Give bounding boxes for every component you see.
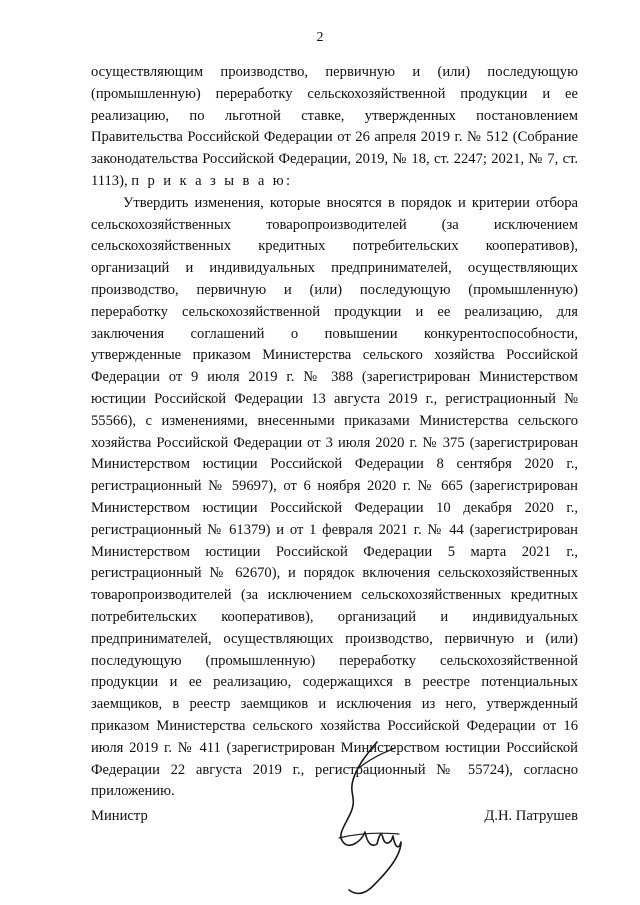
document-body bbox=[91, 62, 578, 803]
main-paragraph: Утвердить изменения, которые вносятся в порядок и критерии отбора сельскохозяйственных товаропроизводителей (за исключением сельскохозяйственных кредитных потребительских кооперативов), организаций и индивидуальных предпринимателей, осуществляющих производство, первичную и (или) последующую (промышленную) переработку сельскохозяйственной продукции и ее реализацию, для заключения соглашений о повышении конкурентоспособности, утвержденные приказом Министерства сельского хозяйства Российской Федерации от 9 июля 2019 г. № 388 (зарегистрирован Министерством юстиции Российской Федерации 13 августа 2019 г., регистрационный № 55566), с изменениями, внесенными приказами Министерства сельского хозяйства Российской Федерации от 3 июля 2020 г. № 375 (зарегистрирован Министерством юстиции Российской Федерации 8 сентября 2020 г., регистрационный № 59697), от 6 ноября 2020 г. № 665 (зарегистрирован Министерством юстиции Российской Федерации 10 декабря 2020 г., регистрационный № 61379) и от 1 февраля 2021 г. № 44 (зарегистрирован Министерством юстиции Российской Федерации 5 марта 2021 г., регистрационный № 62670), и порядок включения сельскохозяйственных товаропроизводителей (за исключением сельскохозяйственных кредитных потребительских кооперативов), организаций и индивидуальных предпринимателей, осуществляющих производство, первичную и (или) последующую (промышленную) переработку сельскохозяйственной продукции и ее реализацию, содержащихся в реестре потенциальных заемщиков, в реестр заемщиков и исключения из него, утвержденный приказом Министерства сельского хозяйства Российской Федерации от 16 июля 2019 г. № 411 (зарегистрирован Министерством юстиции Российской Федерации 22 августа 2019 г., регистрационный № 55724), согласно приложению. bbox=[91, 194, 578, 800]
signatory-name: Д.Н. Патрушев bbox=[484, 808, 578, 824]
signatory-title: Министр bbox=[91, 808, 148, 824]
page-number: 2 bbox=[316, 30, 324, 45]
continuation-paragraph bbox=[91, 62, 578, 193]
handwritten-signature bbox=[315, 738, 415, 898]
order-word: п р и к а з ы в а ю: bbox=[131, 172, 293, 189]
continuation-text: осуществляющим производство, первичную и (или) последующую (промышленную) переработку сельскохозяйственной продукции и ее реализацию, по льготной ставке, утвержденных постановлением Правительства Российской Федерации от 26 апреля 2019 г. № 512 (Собрание законодательства Российской Федерации, 2019, № 18, ст. 2247; 2021, № 7, ст. 1113), bbox=[91, 64, 578, 189]
